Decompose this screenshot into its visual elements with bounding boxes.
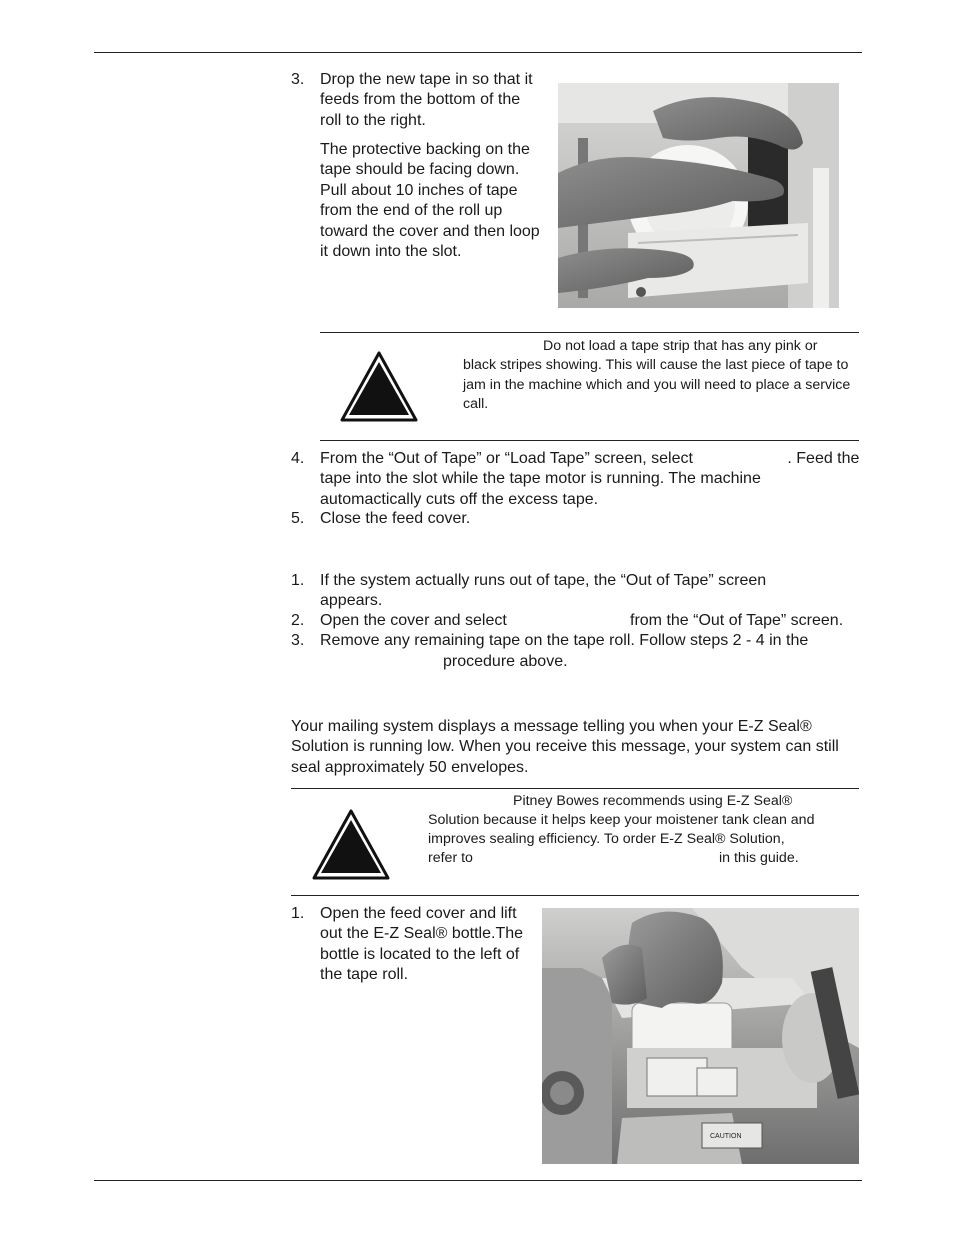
step-text-lead: From the “Out of Tape” or “Load Tape” screen, select (320, 450, 698, 467)
step-number: 3. (291, 632, 305, 649)
tape-loading-photo (558, 83, 839, 308)
step-number: 4. (291, 450, 305, 467)
caution-sticker-label: CAUTION (710, 1133, 742, 1140)
step-detail: The protective backing on the tape should be facing down. Pull about 10 inches of tape from the end of the roll up toward the cover and then loop it down into the slot. (320, 141, 540, 261)
step-text (320, 449, 865, 510)
caution-text-tail: in this guide. (719, 850, 799, 866)
step-text: Remove any remaining tape on the tape roll. Follow steps 2 - 4 in the (320, 632, 809, 649)
step-number: 5. (291, 510, 305, 527)
warning-triangle-icon (310, 807, 392, 883)
seal-bottle-photo (542, 908, 859, 1164)
step-text: Open the feed cover and lift out the E-Z Seal® bottle.The bottle is located to the left of the tape roll. (320, 905, 524, 984)
caution-rule-bottom (320, 440, 859, 441)
footer-rule (94, 1180, 862, 1181)
step-text: Close the feed cover. (320, 510, 471, 527)
caution-text-refer: refer to (428, 850, 473, 866)
step-text: If the system actually runs out of tape, the “Out of Tape” screen appears. (320, 572, 767, 610)
caution-text-line1: Pitney Bowes recommends using E-Z Seal® (513, 793, 793, 809)
step-text: Drop the new tape in so that it feeds from the bottom of the roll to the right. (320, 71, 533, 129)
caution-rule-top (320, 332, 859, 333)
warning-triangle-icon (338, 349, 420, 425)
caution-rule-top (291, 788, 859, 789)
caution-text: Do not load a tape strip that has any pink or black stripes showing. This will cause the last piece of tape to jam in the machine which and you will need to place a service call. (463, 338, 851, 413)
step-text-tail: from the “Out of Tape” screen. (630, 612, 844, 629)
step-number: 1. (291, 572, 305, 589)
step-text-tail: . Feed the tape into the slot while the tape motor is running. The machine automactically cuts off the excess tape. (320, 450, 860, 508)
seal-intro: Your mailing system displays a message telling you when your E-Z Seal® Solution is running low. When you receive this message, your system can still seal approximately 50 envelopes. (291, 718, 839, 776)
header-rule (94, 52, 862, 53)
step-number: 1. (291, 905, 305, 922)
step-number: 2. (291, 612, 305, 629)
step-text-tail: procedure above. (443, 653, 568, 670)
step-text: Open the cover and select (320, 612, 507, 629)
caution-text: Solution because it helps keep your moistener tank clean and improves sealing efficiency. To order E-Z Seal® Solution, (428, 812, 815, 848)
caution-rule-bottom (291, 895, 859, 896)
step-number: 3. (291, 71, 305, 88)
